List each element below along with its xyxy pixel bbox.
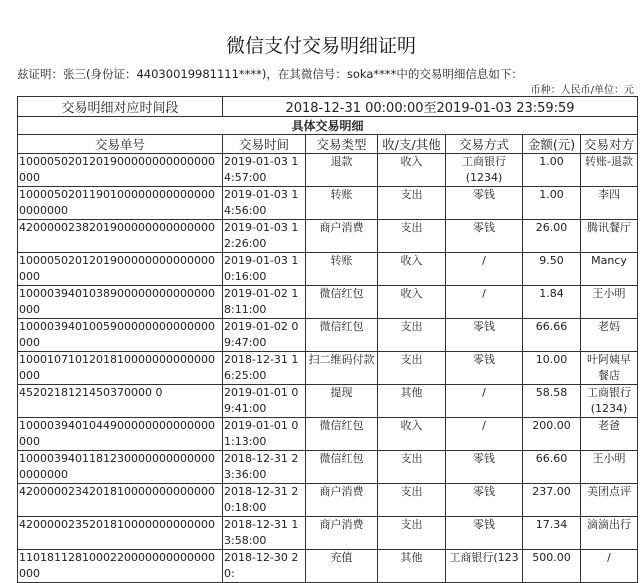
table-cell: 零钱 xyxy=(446,517,523,550)
table-cell: 零钱 xyxy=(446,187,523,220)
table-cell: / xyxy=(446,286,523,319)
table-cell: 商户消费 xyxy=(306,517,378,550)
table-cell: 其他 xyxy=(378,385,446,418)
column-header: 交易类型 xyxy=(306,135,378,154)
table-cell: 支出 xyxy=(378,517,446,550)
table-cell: 500.00 xyxy=(523,550,581,583)
table-cell: 支出 xyxy=(378,451,446,484)
table-cell: 收入 xyxy=(378,154,446,187)
table-cell: 商户消费 xyxy=(306,220,378,253)
table-cell: 支出 xyxy=(378,319,446,352)
table-cell: 237.00 xyxy=(523,484,581,517)
table-row xyxy=(18,253,638,286)
table-cell: 58.58 xyxy=(523,385,581,418)
period-value: 2018-12-31 00:00:00至2019-01-03 23:59:59 xyxy=(223,97,638,117)
table-cell: 4200000234201810000000000000 xyxy=(18,484,223,517)
table-cell: 工商银行(1234) xyxy=(581,385,638,418)
table-cell: 收入 xyxy=(378,286,446,319)
table-cell: 零钱 xyxy=(446,220,523,253)
table-cell: 微信红包 xyxy=(306,286,378,319)
table-row xyxy=(18,385,638,418)
table-cell: 退款 xyxy=(306,154,378,187)
table-cell: 支出 xyxy=(378,484,446,517)
table-cell: 2019-01-03 14:56:00 xyxy=(223,187,306,220)
table-cell: 老爸 xyxy=(581,418,638,451)
table-cell: 2018-12-31 16:25:00 xyxy=(223,352,306,385)
table-cell: 1000107101201810000000000000000 xyxy=(18,352,223,385)
statement-text: 兹证明：张三(身份证：44030019981111****)，在其微信号：soka****中的交易明细信息如下： xyxy=(17,67,523,81)
page-title: 微信支付交易明细证明 xyxy=(225,35,416,57)
table-cell: 17.34 xyxy=(523,517,581,550)
table-cell: 2019-01-03 14:57:00 xyxy=(223,154,306,187)
table-cell: 4200000238201900000000000000 xyxy=(18,220,223,253)
table-cell: 滴滴出行 xyxy=(581,517,638,550)
table-row xyxy=(18,550,638,583)
table-row xyxy=(18,352,638,385)
table-cell: 扫二维码付款 xyxy=(306,352,378,385)
table-cell: Mancy xyxy=(581,253,638,286)
table-cell: 1000050201201900000000000000000 xyxy=(18,154,223,187)
column-header: 收/支/其他 xyxy=(378,135,446,154)
table-cell: 1101811281000220000000000000000 xyxy=(18,550,223,583)
table-cell: 支出 xyxy=(378,187,446,220)
period-label: 交易明细对应时间段 xyxy=(18,97,223,117)
table-cell: 66.66 xyxy=(523,319,581,352)
table-cell: 微信红包 xyxy=(306,319,378,352)
table-cell: / xyxy=(446,418,523,451)
section-title: 具体交易明细 xyxy=(18,117,638,135)
table-row xyxy=(18,451,638,484)
table-cell: 2019-01-02 18:11:00 xyxy=(223,286,306,319)
transaction-table xyxy=(17,96,638,583)
table-cell: 2019-01-01 01:13:00 xyxy=(223,418,306,451)
table-cell: 老妈 xyxy=(581,319,638,352)
table-cell: 工商银行(123 xyxy=(446,550,523,583)
table-cell: 零钱 xyxy=(446,319,523,352)
table-cell: 1.00 xyxy=(523,187,581,220)
table-cell: 1000039401038900000000000000000 xyxy=(18,286,223,319)
table-cell: 王小明 xyxy=(581,286,638,319)
table-cell: 1000039401005900000000000000000 xyxy=(18,319,223,352)
table-cell: / xyxy=(446,253,523,286)
table-cell: 1000039401044900000000000000000 xyxy=(18,418,223,451)
table-cell: 支出 xyxy=(378,352,446,385)
table-cell: 1.84 xyxy=(523,286,581,319)
table-cell: 66.60 xyxy=(523,451,581,484)
table-cell: 美团点评 xyxy=(581,484,638,517)
table-cell: 提现 xyxy=(306,385,378,418)
table-cell: 4520218121450370000 0 xyxy=(18,385,223,418)
table-cell: 1000050201201900000000000000000 xyxy=(18,253,223,286)
table-cell: 转账 xyxy=(306,253,378,286)
table-cell: 其他 xyxy=(378,550,446,583)
table-cell: 2018-12-30 20: xyxy=(223,550,306,583)
table-cell: 2019-01-03 10:16:00 xyxy=(223,253,306,286)
table-cell: 叶阿姨早餐店 xyxy=(581,352,638,385)
table-cell: 26.00 xyxy=(523,220,581,253)
table-row xyxy=(18,517,638,550)
table-cell: 2018-12-31 23:36:00 xyxy=(223,451,306,484)
column-header: 交易时间 xyxy=(223,135,306,154)
table-cell: 王小明 xyxy=(581,451,638,484)
table-cell: 充值 xyxy=(306,550,378,583)
column-header: 交易对方 xyxy=(581,135,638,154)
table-row xyxy=(18,220,638,253)
table-row xyxy=(18,418,638,451)
table-cell: 转账 xyxy=(306,187,378,220)
table-cell: / xyxy=(581,550,638,583)
table-row xyxy=(18,286,638,319)
table-cell: 10000394011812300000000000000000000 xyxy=(18,451,223,484)
table-cell: 1.00 xyxy=(523,154,581,187)
table-cell: 腾讯餐厅 xyxy=(581,220,638,253)
column-header: 交易单号 xyxy=(18,135,223,154)
table-cell: 200.00 xyxy=(523,418,581,451)
table-cell: 李四 xyxy=(581,187,638,220)
table-cell: 2019-01-02 09:47:00 xyxy=(223,319,306,352)
table-cell: 微信红包 xyxy=(306,418,378,451)
table-row xyxy=(18,154,638,187)
currency-unit: 币种：人民币/单位：元 xyxy=(530,85,634,96)
table-cell: 转账-退款 xyxy=(581,154,638,187)
table-cell: 零钱 xyxy=(446,484,523,517)
table-cell: 收入 xyxy=(378,253,446,286)
table-cell: 2019-01-03 12:26:00 xyxy=(223,220,306,253)
column-header: 金额(元) xyxy=(523,135,581,154)
table-cell: 微信红包 xyxy=(306,451,378,484)
table-cell: 2019-01-01 09:41:00 xyxy=(223,385,306,418)
table-cell: 2018-12-31 13:58:00 xyxy=(223,517,306,550)
table-cell: 零钱 xyxy=(446,352,523,385)
table-cell: 商户消费 xyxy=(306,484,378,517)
table-row xyxy=(18,484,638,517)
table-cell: 9.50 xyxy=(523,253,581,286)
table-row xyxy=(18,187,638,220)
table-cell: 2018-12-31 20:18:00 xyxy=(223,484,306,517)
table-row xyxy=(18,319,638,352)
column-header: 交易方式 xyxy=(446,135,523,154)
table-cell: 工商银行(1234) xyxy=(446,154,523,187)
table-cell: 支出 xyxy=(378,220,446,253)
table-cell: 4200000235201810000000000000 xyxy=(18,517,223,550)
table-cell: 10000502011901000000000000000000000 xyxy=(18,187,223,220)
table-cell: / xyxy=(446,385,523,418)
table-cell: 10.00 xyxy=(523,352,581,385)
table-cell: 收入 xyxy=(378,418,446,451)
table-cell: 零钱 xyxy=(446,451,523,484)
